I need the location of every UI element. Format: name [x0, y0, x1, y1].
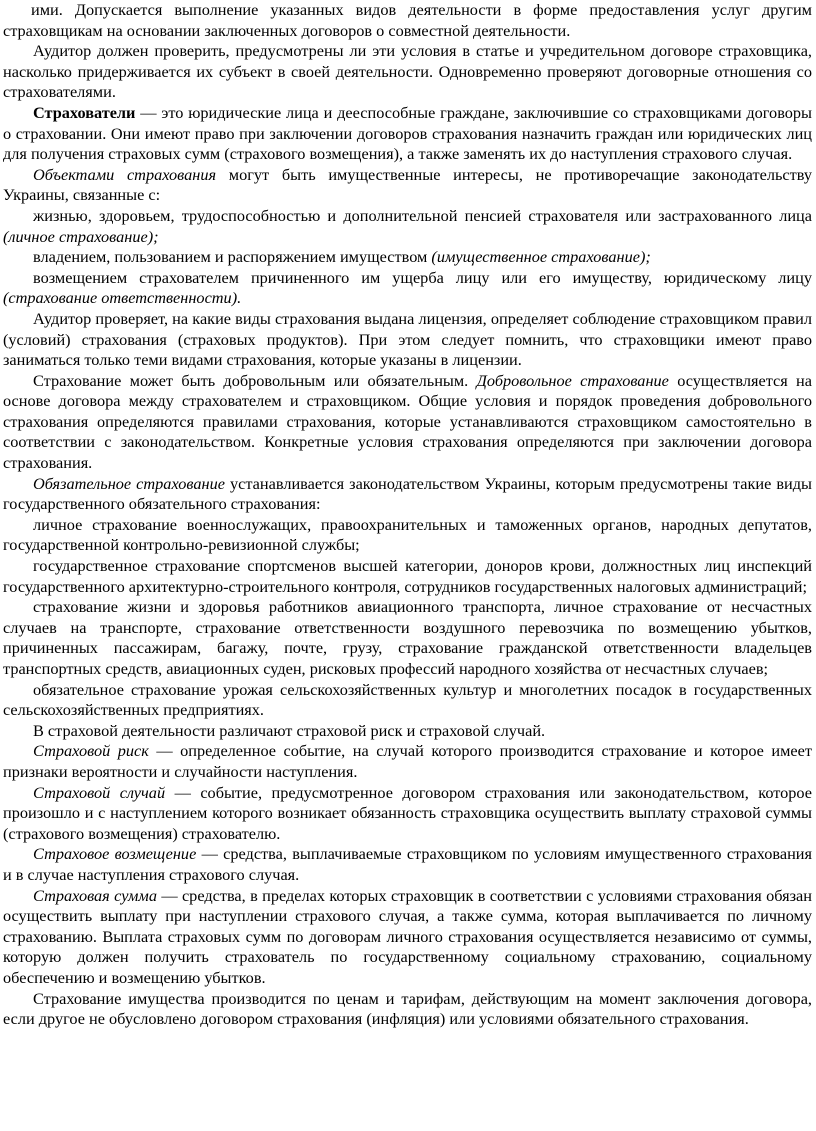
definition	[3, 844, 812, 885]
text-run: могут быть имущественные интересы, не противоречащие законодательству Украины, связанные с:	[3, 164, 812, 205]
definition	[3, 886, 812, 989]
term-italic: Страховой случай	[33, 782, 166, 802]
paragraph	[3, 165, 812, 206]
text-run: Аудитор должен проверить, предусмотрены ли эти условия в статье и учредительном договоре страховщика, насколько придерживается их субъект в своей деятельности. Одновременно проверяют договорные отношения со страхователями.	[3, 41, 812, 102]
text-run: — средства, выплачиваемые страховщиком по условиям имущественного страхования и в случае наступления страхового случая.	[3, 844, 813, 884]
text-run: Страхование может быть добровольным или обязательным.	[33, 370, 477, 390]
text-run: — это юридические лица и дееспособные граждане, заключившие со страховщиками договоры о страховании. Они имеют право при заключении договоров страхования назначить граждан или юридических лиц для получения страховых сумм (страхового возмещения), а также заменять их до наступления страхового случая.	[3, 102, 812, 164]
list-item	[3, 206, 812, 247]
text-run: устанавливается законодательством Украины, которым предусмотрены такие виды государственного обязательного страхования:	[3, 473, 812, 514]
text-run: — средства, в пределах которых страховщик в соответствии с условиями страхования обязан осуществить выплату при наступлении страхового случая, а также сумма, которая выплачивается по личному страхованию. Выплата страховых сумм по договорам личного страхования осуществляется независимо от суммы, которую должен получить страхователь по государственному социальному страхованию, социальному обеспечению и возмещению убытков.	[3, 885, 812, 987]
term-italic: (имущественное страхование);	[431, 247, 651, 267]
text-run: страхование жизни и здоровья работников авиационного транспорта, личное страхование от несчастных случаев на транспорте, страхование ответственности воздушного перевозчика по возмещению убытков, причиненных пассажирам, багажу, почте, грузу, страхование гражданской ответственности владельцев транспортных средств, авиационных суден, рисковых профессий народного хозяйства от несчастных случаев;	[3, 597, 812, 678]
paragraph	[3, 0, 812, 41]
definition	[3, 741, 812, 782]
text-run: ими. Допускается выполнение указанных видов деятельности в форме предоставления услуг другим страховщикам на основании заключенных договоров о совместной деятельности.	[3, 0, 812, 40]
list-item	[3, 597, 812, 679]
term-italic: Страховое возмещение	[33, 844, 197, 864]
list-item	[3, 515, 812, 556]
paragraph	[3, 371, 812, 474]
term-italic: (страхование ответственности).	[3, 288, 242, 308]
text-run: В страховой деятельности различают страховой риск и страховой случай.	[33, 720, 546, 740]
list-item	[3, 680, 812, 721]
term-italic: Страховой риск	[33, 741, 149, 761]
text-run: Аудитор проверяет, на какие виды страхования выдана лицензия, определяет соблюдение страховщиком правил (условий) страхования (страховых продуктов). При этом следует помнить, что страховщики имеют право заниматься только теми видами страхования, которые указаны в лицензии.	[3, 308, 812, 370]
paragraph	[3, 41, 812, 103]
text-run: — определенное событие, на случай которого производится страхование и которое имеет признаки вероятности и случайности наступления.	[3, 741, 812, 781]
term-bold: Страхователи	[33, 102, 136, 122]
text-run: возмещением страхователем причиненного им ущерба лицу или его имуществу, юридическому лицу	[33, 267, 812, 287]
term-italic: Объектами страхования	[33, 164, 217, 184]
text-run: личное страхование военнослужащих, правоохранительных и таможенных органов, народных депутатов, государственной контрольно-ревизионной службы;	[3, 514, 812, 555]
paragraph	[3, 989, 812, 1030]
term-italic: (личное страхование);	[3, 226, 159, 246]
text-run: жизнью, здоровьем, трудоспособностью и дополнительной пенсией страхователя или застрахованного лица	[33, 205, 812, 225]
definition	[3, 783, 812, 845]
text-run: владением, пользованием и распоряжением имуществом	[33, 247, 432, 267]
text-run: обязательное страхование урожая сельскохозяйственных культур и многолетних посадок в государственных сельскохозяйственных предприятиях.	[3, 679, 812, 720]
list-item	[3, 268, 812, 309]
list-item	[3, 556, 812, 597]
paragraph	[3, 474, 812, 515]
text-run: — событие, предусмотренное договором страхования или законодательством, которое произошло и с наступлением которого возникает обязанность страховщика осуществить выплату страховой суммы (страхового возмещения) страхователю.	[3, 782, 812, 843]
term-italic: Добровольное страхование	[476, 370, 669, 390]
text-run: Страхование имущества производится по ценам и тарифам, действующим на момент заключения договора, если другое не обусловлено договором страхования (инфляция) или условиями обязательного страхования.	[3, 988, 812, 1029]
text-run: государственное страхование спортсменов высшей категории, доноров крови, должностных лиц инспекций государственного архитектурно-строительного контроля, сотрудников государственных налоговых администраций;	[3, 556, 812, 596]
paragraph	[3, 309, 812, 371]
paragraph	[3, 103, 812, 165]
paragraph	[3, 721, 812, 742]
text-run: осуществляется на основе договора между страхователем и страховщиком. Общие условия и порядок проведения добровольного страхования определяются правилами страхования, которые устанавливаются страховщиком самостоятельно в соответствии с законодательством. Конкретные условия страхования определяются при заключении договора страхования.	[3, 370, 812, 473]
list-item	[3, 247, 812, 268]
term-italic: Обязательное страхование	[33, 473, 225, 493]
term-italic: Страховая сумма	[33, 885, 157, 905]
